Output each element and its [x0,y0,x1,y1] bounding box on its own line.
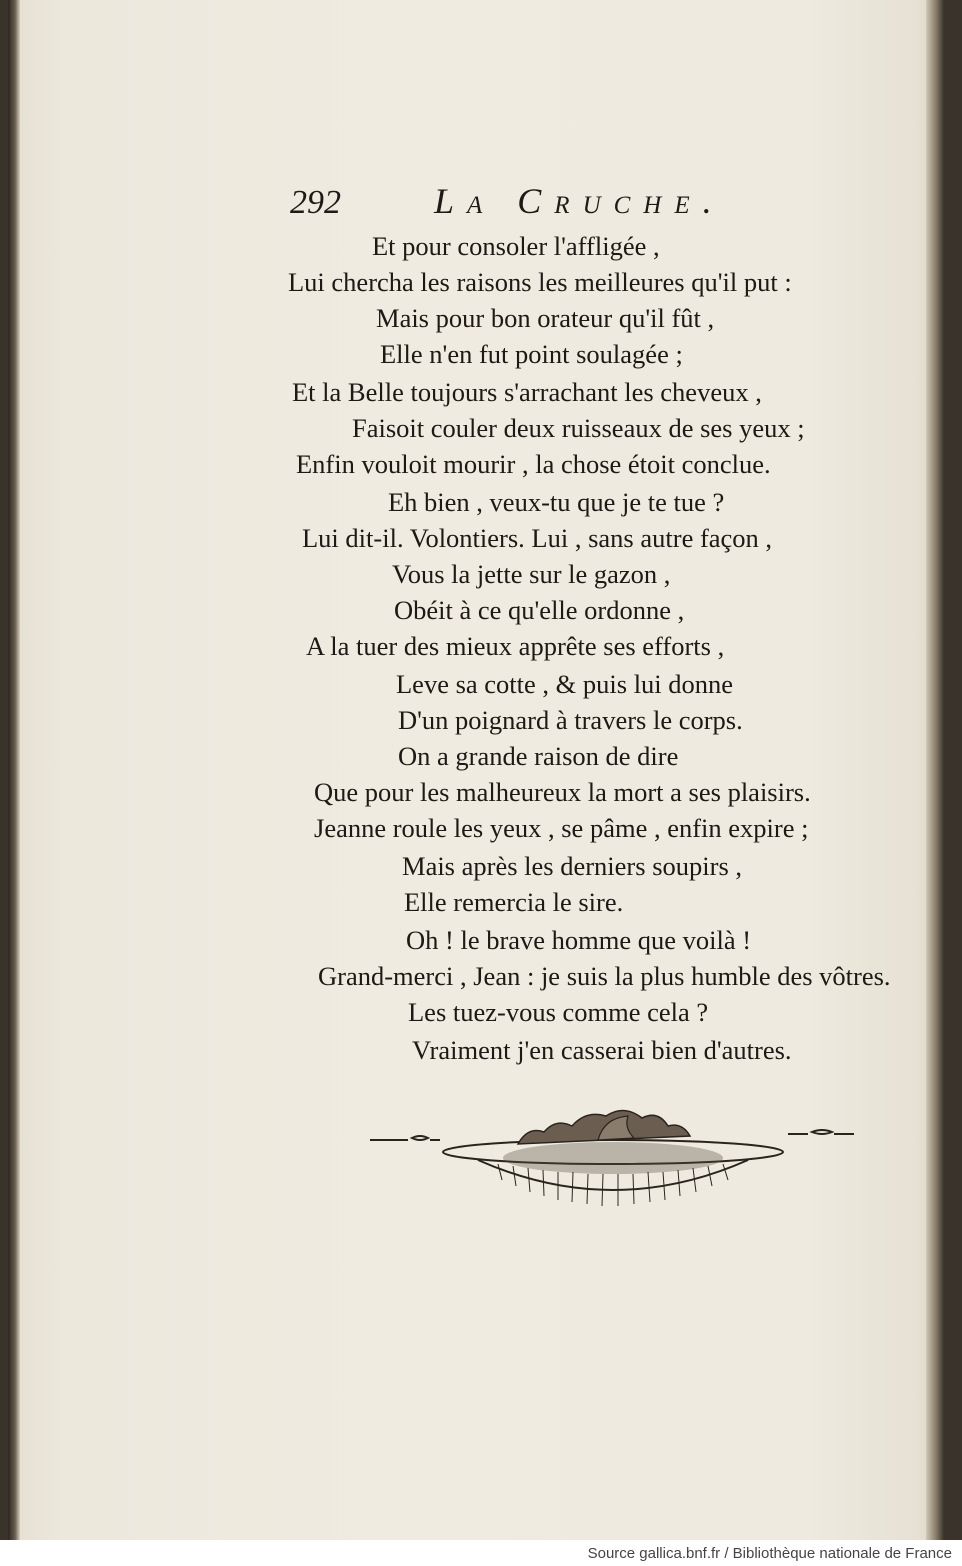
verse-line: Que pour les malheureux la mort a ses plaisirs. [314,777,811,807]
verse-line: Lui chercha les raisons les meilleures qu'il put : [288,267,792,297]
running-head [290,176,770,236]
verse-line: Lui dit-il. Volontiers. Lui , sans autre façon , [302,523,773,553]
page-number: 292 [290,184,341,221]
verse-line: Jeanne roule les yeux , se pâme , enfin expire ; [314,813,809,843]
verse-line: Grand-merci , Jean : je suis la plus humble des vôtres. [318,961,891,991]
book-page [8,0,944,1540]
verse-line: Et pour consoler l'affligée , [372,231,660,261]
verse-line: Leve sa cotte , & puis lui donne [396,669,734,699]
verse-line: Vraiment j'en casserai bien d'autres. [412,1035,792,1065]
page-edge [926,0,944,1540]
page-gutter [8,0,20,1540]
verse-line: Obéit à ce qu'elle ordonne , [394,595,685,625]
verse-line: Elle remercia le sire. [404,887,624,917]
verse-line: Elle n'en fut point soulagée ; [380,339,683,369]
verse-line: Eh bien , veux-tu que je te tue ? [388,487,725,517]
verse-line: Faisoit couler deux ruisseaux de ses yeux ; [352,413,805,443]
running-title: La Cruche. [434,181,725,221]
source-credit: Source gallica.bnf.fr / Bibliothèque nationale de France [587,1545,952,1562]
verse-line: A la tuer des mieux apprête ses efforts , [306,631,725,661]
verse-line: On a grande raison de dire [398,741,679,771]
verse-line: Mais après les derniers soupirs , [402,851,743,881]
verse-line: Et la Belle toujours s'arrachant les cheveux , [292,377,762,407]
verse-line: D'un poignard à travers le corps. [398,705,743,735]
verse-line: Enfin vouloit mourir , la chose étoit conclue. [296,449,771,479]
verse-line: Oh ! le brave homme que voilà ! [406,925,752,955]
verse-line: Mais pour bon orateur qu'il fût , [376,303,715,333]
verse-line: Vous la jette sur le gazon , [392,559,671,589]
verse-line: Les tuez-vous comme cela ? [408,997,709,1027]
fleuron-tailpiece-icon [368,1100,858,1210]
